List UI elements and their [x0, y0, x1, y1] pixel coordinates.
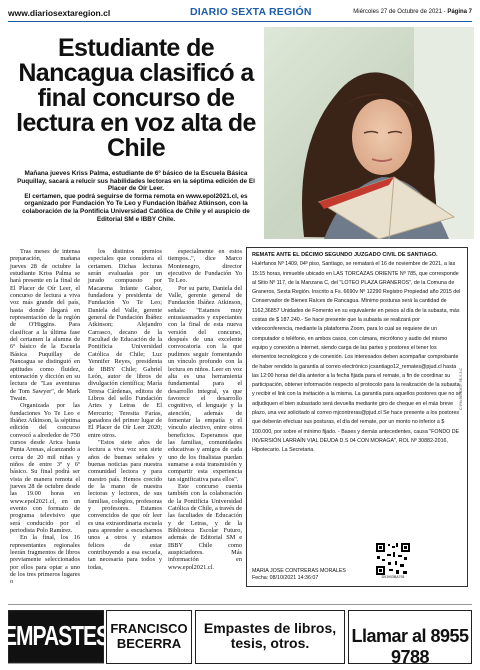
- ad-services-line-1: Empastes de libros,: [203, 620, 337, 636]
- notice-body: Huérfanos Nº 1409, 04º piso, Santiago, se rematará el 16 de noviembre de 2021, a las 15:15 horas, inmueble ubicado en LAS TORCAZAS ORIENTE Nº 785, que corresponde al Sitio Nº 117, de la Manzana C, del "LOTEO PLAZA GRANEROS", de la Comuna de Graneros, Sexta Región. Inscrito a Fs. 6690v Nº 12290 Registro Propiedad año 2015 del Conservador de Bienes Raíces de Rancagua. Mínimo posturas será la cantidad de 1162,36857 Unidades de Fomento en su equivalente en pesos al día de la subasta, más costas de $ 187.240.- Se hace presente que la subasta se realizará por videoconferencia, mediante la plataforma Zoom, para lo cual se requiere de un computador o teléfono, en ambos casos, con cámara, micrófono y audio del mismo equipo y conexión a internet, siendo carga de las partes y postores el tener los elementos tecnológicos y de conexión. Los interesados deben acompañar comprobante de haber rendido la garantía al correo electrónico jcsantiago12_remates@pjud.cl hasta las 12:00 horas del día anterior a la fecha fijada para el remate, a fin de coordinar su participación, obtener información respecto al protocolo para la realización de la subasta y recibir el link con la invitación a la misma. La garantía para aquellos postores que no se adjudiquen el bien subastado será devuelta mediante giro de cheque en el más breve plazo, una vez solicitado al correo mjcontreras@pjud.cl Se hace presente a los postores que deberán efectuar sus posturas, el día del remate, por un monto no inferior a $ 100.000, por sobre el mínimo fijado. - Bases y demás antecedentes, causa "FONDO DE INVERSIÓN LARRAÍN VIAL DEUDA D.S 04 CON MORAGA", ROL Nº 30882-2016, Hipotecario. La Secretaria.: [252, 261, 462, 454]
- header-rule: [8, 21, 472, 22]
- body-paragraph: En la final, los 16 representantes regionales leerán fragmentos de libros previamente seleccionados por ellos para optar a uno de los tres primeros lugares o: [10, 534, 80, 586]
- lead-paragraph-1: Mañana jueves Kriss Palma, estudiante de 6º básico de la Escuela Básica Puquillay, sacará a relucir sus habilidades lectoras en la séptima edición de El Placer de Oír Leer.: [17, 170, 255, 193]
- footer-rule: [8, 604, 472, 605]
- lead-paragraph-2: El certamen, que podrá seguirse de forma remota en www.epol2021.cl, es organizado por Fundación Yo Te Leo y Fundación Ibáñez Atkinson, con la colaboración de la Pontificia Universidad Católica de Chile y el auspicio de Editorial SM e IBBY Chile.: [22, 192, 250, 223]
- notice-vertical-code: C:\FM-9E-4D47F-9E-9-3-C: [458, 368, 463, 411]
- article-photo: [264, 27, 474, 239]
- ad-name-line-2: BECERRA: [116, 636, 182, 651]
- ad-name-line-1: FRANCISCO: [110, 621, 188, 636]
- page-header: [0, 0, 480, 26]
- ad-phone-box: [348, 610, 472, 667]
- legal-notice: [246, 247, 468, 587]
- body-column-1: [10, 248, 80, 586]
- site-url[interactable]: www.diariosextaregion.cl: [8, 8, 111, 18]
- body-paragraph: Este concurso cuenta también con la colaboración de la Pontificia Universidad Católica de Chile, a través de las facultades de Educación y de Letras, y de la Biblioteca Escolar Futuro, además de Editorial SM e IBBY Chile como auspiciadores. Más información en www.epol2021.cl.: [168, 483, 242, 571]
- body-paragraph: especialmente en estos tiempos..", dice Marco Montenegro, director ejecutivo de Fundación Yo Te Leo.: [168, 248, 242, 285]
- girl-reading-image: [264, 27, 474, 239]
- ad-phone-number[interactable]: 8955 9788: [390, 626, 469, 667]
- qr-code-text: D91903BA793: [381, 574, 405, 579]
- notice-heading: REMATE ANTE EL DÉCIMO SEGUNDO JUZGADO CIVIL DE SANTIAGO.: [252, 252, 438, 258]
- paper-name: DIARIO SEXTA REGIÓN: [190, 6, 312, 18]
- ad-name-box: [106, 610, 192, 664]
- signer-name: MARIA JOSE CONTRERAS MORALES: [252, 568, 346, 574]
- article-title: Estudiante de Nancagua clasificó a final concurso de lectura en voz alta de Chile: [16, 34, 256, 162]
- date-text: Miércoles 27 de Octubre de 2021 -: [353, 9, 448, 15]
- ad-empastes-logo: EMPASTES: [8, 610, 104, 663]
- body-paragraph: Tras meses de intensa preparación, mañana jueves 28 de octubre la estudiante Kriss Palma se hará presente en la final de El Placer de Oír Leer, el concurso de lectura a viva voz más grande del país, hasta donde llegará en representación de la región de O'Higgins. Para clasificar a la última fase del certamen la alumna de 6º básico de la Escuela Básica Puquillay de Nancagua se distinguió en aptitudes como fluidez, entonación y dicción en su lectura de "Las aventuras de Tom Sawyer", de Mark Twain.: [10, 248, 80, 402]
- ad-services-box: [195, 610, 345, 664]
- body-paragraph: Por su parte, Daniela del Valle, gerente general de Fundación Ibáñez Atkinson, señala: "Estamos muy entusiasmados y expectantes con la final de esta nueva versión del concurso, después de una excelente convocatoria con la que pudimos seguir fomentando un vínculo profundo con la lectura en niños. Leer en voz alta es una herramienta fundamental para el desarrollo integral, ya que favorece el desarrollo cognitivo, el lenguaje y la atención, además de fomentar la empatía y el vínculo afectivo, entre otros beneficios. Esperamos que las familias, comunidades educativas y amigos de cada uno de los finalistas puedan sumarse a esta transmisión y compartir esta experiencia tan significativa para ellos".: [168, 284, 242, 483]
- issue-date: [353, 9, 472, 15]
- body-column-2: [88, 248, 162, 571]
- body-column-3: [168, 248, 242, 571]
- body-paragraph: los distintos premios especiales que considera el certamen. Dichas lecturas serán evaluadas por un jurado compuesto por Macarena Infante Gabor, fundadora y presidenta de Fundación Yo Te Leo; Daniela del Valle, gerente general de Fundación Ibáñez Atkinson; Alejandro Carrasco, decano de la Facultad de Educación de la Pontificia Universidad Católica de Chile; Luz Yennifer Reyes, presidenta de IBBY Chile; Gabriel León, autor de libros de divulgación científica; María Teresa Cárdenas, editora de Libros del sello Fundación Artes y Letras de El Mercurio; Teresita Farías, ganadora del primer lugar de El Placer de Oír Leer 2020; entre otros.: [88, 248, 162, 439]
- body-paragraph: "Estos siete años de lectura a viva voz son siete años de buenas señales y buenas noticias para nuestra comunidad lectora y para nuestro país. Hemos crecido de la mano de nuestra lectoras y lectores, de sus familias, colegios, profesoras y profesores. Estamos convencidos de que oír leer es una extraordinaria escuela para aprender a escucharnos unos a otros y estamos felices de estar contribuyendo a esa escuela, tan necesaria para todos y todas,: [88, 438, 162, 571]
- page-number: Página 7: [447, 9, 472, 15]
- ad-phone-prefix: Llamar al: [351, 626, 431, 646]
- ad-services-line-2: tesis, otros.: [230, 635, 310, 651]
- sign-date: Fecha: 08/10/2021 14:36:07: [252, 575, 319, 581]
- qr-code: [371, 542, 415, 580]
- notice-signature: [252, 568, 346, 582]
- body-paragraph: Organizada por las fundaciones Yo Te Leo e Ibáñez Atkinson, la séptima edición del concurso convocó a alrededor de 750 cursos desde Arica hasta Punta Arenas, alcanzando a cerca de 20 mil niñas y niños de entre 3º y 6º básico. Su final podrá ser vista de manera remota el jueves 28 de octubre desde las 19.00 horas en www.epol2021.cl, en un evento con formato de programa televisivo que será conducido por el periodista Polo Ramírez.: [10, 402, 80, 535]
- article-lead: [10, 170, 262, 223]
